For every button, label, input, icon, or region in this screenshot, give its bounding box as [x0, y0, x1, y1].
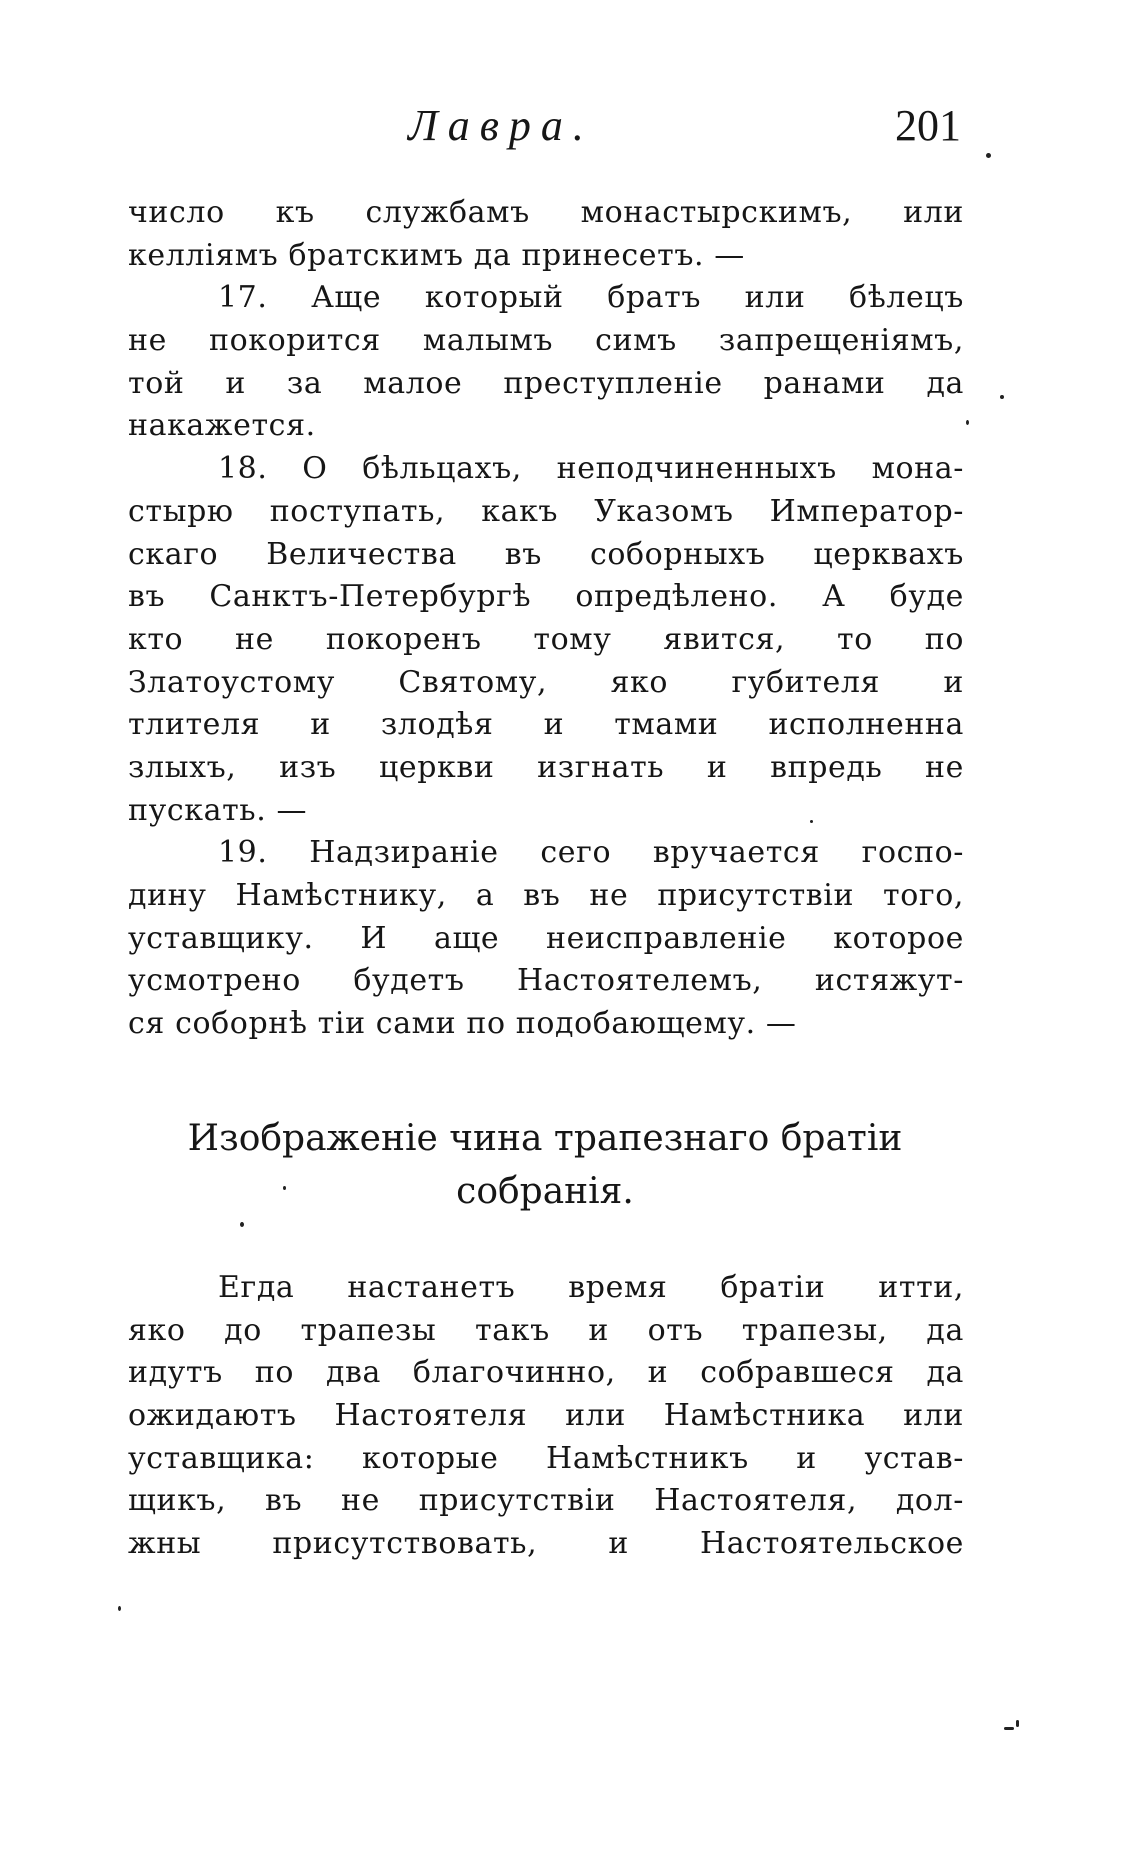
- text-line: стырю поступать, какъ Указомъ Император-: [128, 493, 964, 529]
- scan-speck: [1004, 1727, 1014, 1730]
- text-line: уставщику. И аще неисправленіе которое: [128, 920, 964, 956]
- text-line: накажется.: [128, 408, 316, 444]
- text-line: число къ службамъ монастырскимъ, или: [128, 195, 964, 230]
- text-line: дину Намѣстнику, а въ не присутствіи того,: [128, 878, 964, 913]
- text-line: Златоустому Святому, яко губителя и: [128, 664, 964, 700]
- body-text-lower: [128, 1267, 964, 1566]
- text-line: яко до трапезы такъ и отъ трапезы, да: [128, 1312, 964, 1348]
- scan-speck: [966, 420, 969, 425]
- section-heading-line: собранія.: [456, 1171, 634, 1212]
- scan-speck: [118, 1606, 121, 1611]
- page-number: 201: [895, 101, 961, 150]
- text-line: той и за малое преступленіе ранами да: [128, 365, 964, 401]
- text-line: злыхъ, изъ церкви изгнать и впредь не: [128, 749, 964, 785]
- body-text-upper: [128, 192, 964, 1046]
- text-line: идутъ по два благочинно, и собравшеся да: [128, 1355, 964, 1391]
- page-header: [0, 96, 1140, 156]
- scan-speck: [810, 820, 813, 823]
- text-line: уставщика: которые Намѣстникъ и устав-: [128, 1440, 964, 1476]
- text-line: щикъ, въ не присутствіи Настоятеля, дол-: [128, 1483, 964, 1519]
- text-line: ожидаютъ Настоятеля или Намѣстника или: [128, 1398, 964, 1434]
- text-line: келліямъ братскимъ да принесетъ. —: [128, 237, 745, 273]
- text-line: жны присутствовать, и Настоятельское: [128, 1526, 964, 1562]
- text-line: скаго Величества въ соборныхъ церквахъ: [128, 536, 964, 572]
- text-line: ся соборнѣ тіи сами по подобающему. —: [128, 1006, 797, 1042]
- section-heading: [150, 1112, 940, 1218]
- text-line: въ Санктъ-Петербургѣ опредѣлено. А буде: [128, 579, 964, 615]
- text-line: 19. Надзираніе сего вручается госпо-: [218, 835, 964, 871]
- text-line: не покорится малымъ симъ запрещеніямъ,: [128, 323, 964, 359]
- text-line: 17. Аще который братъ или бѣлецъ: [218, 280, 964, 316]
- scan-speck: [283, 1186, 286, 1190]
- text-line: усмотрено будетъ Настоятелемъ, истяжут-: [128, 963, 964, 999]
- text-line: тлителя и злодѣя и тмами исполненна: [128, 707, 964, 743]
- scan-speck: [240, 1222, 244, 1227]
- text-line: Егда настанетъ время братіи итти,: [218, 1270, 964, 1305]
- text-line: пускать. —: [128, 792, 308, 828]
- scan-speck: [986, 153, 991, 158]
- section-heading-line: Изображеніе чина трапезнаго братіи: [187, 1118, 903, 1159]
- text-line: 18. О бѣльцахъ, неподчиненныхъ мона-: [218, 451, 964, 487]
- running-title: Лавра.: [408, 101, 594, 150]
- scan-speck: [1000, 395, 1004, 399]
- scan-speck: [1016, 1720, 1019, 1727]
- text-line: кто не покоренъ тому явится, то по: [128, 621, 964, 657]
